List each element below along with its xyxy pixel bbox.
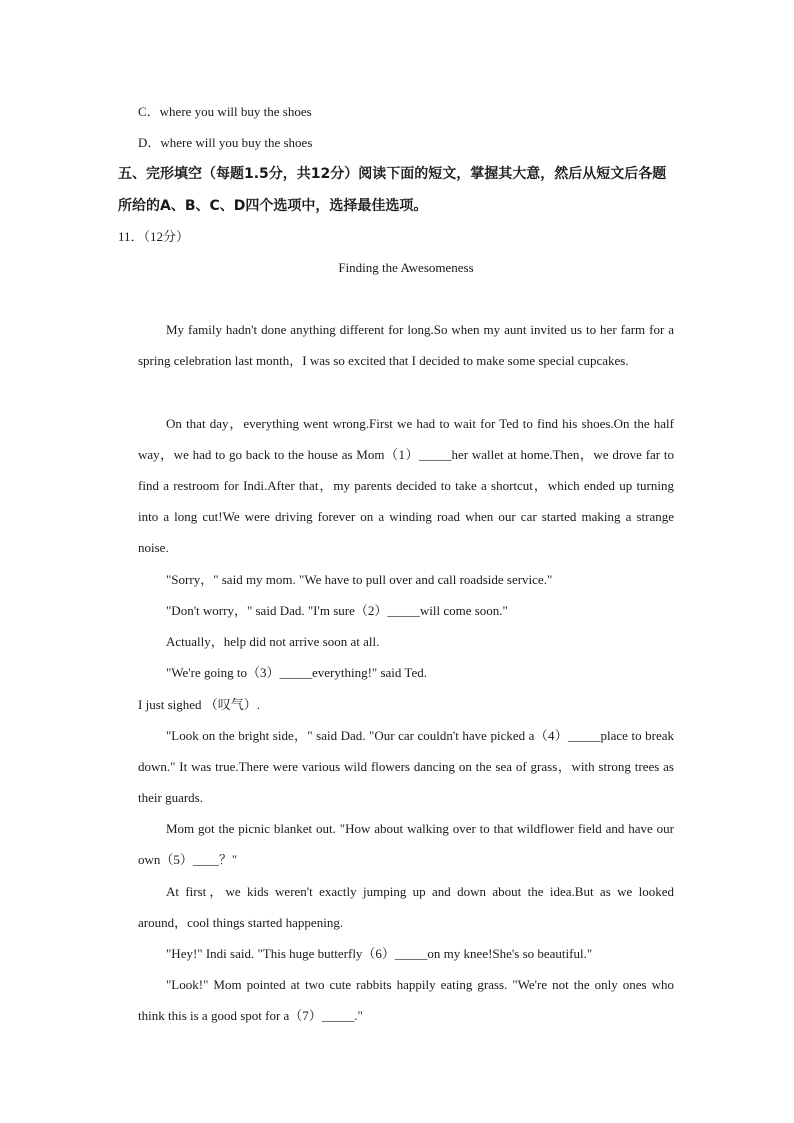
option-d: D．where will you buy the shoes xyxy=(138,135,313,150)
section-heading-line1: 五、完形填空（每题1.5分，共12分）阅读下面的短文，掌握其大意，然后从短文后各题 xyxy=(118,166,667,182)
passage-paragraph-11: "Hey!" Indi said. "This huge butterfly（6）_____on my knee!She's so beautiful." xyxy=(166,946,593,961)
passage-paragraph-12: "Look!" Mom pointed at two cute rabbits happily eating grass. "We're not the only ones who think this is a good spot for a（7）_____." xyxy=(138,977,674,1023)
passage-paragraph-9: Mom got the picnic blanket out. "How about walking over to that wildflower field and have our own（5）____？" xyxy=(138,821,674,867)
section-heading-line2: 所给的A、B、C、D四个选项中，选择最佳选项。 xyxy=(118,198,428,214)
passage-paragraph-6: "We're going to（3）_____everything!" said Ted. xyxy=(166,665,427,680)
question-number: 11．（12分） xyxy=(118,229,190,244)
passage-paragraph-2: On that day，everything went wrong.First we had to wait for Ted to find his shoes.On the half way，we had to go back to the house as Mom（1）_____her wallet at home.Then，we drove far to find a restroom for Indi.After that，my parents decided to take a shortcut，which ended up turning into a long cut!We were driving forever on a winding road when our car started making a strange noise. xyxy=(138,416,674,555)
passage-title: Finding the Awesomeness xyxy=(338,260,474,275)
passage-paragraph-3: "Sorry，" said my mom. "We have to pull over and call roadside service." xyxy=(166,572,553,587)
passage-paragraph-10: At first，we kids weren't exactly jumping up and down about the idea.But as we looked around，cool things started happening. xyxy=(138,884,674,930)
passage-paragraph-1: My family hadn't done anything different for long.So when my aunt invited us to her farm for a spring celebration last month，I was so excited that I decided to make some special cupcakes. xyxy=(138,322,674,368)
option-c: C．where you will buy the shoes xyxy=(138,104,312,119)
passage-paragraph-7: I just sighed （叹气）. xyxy=(138,697,261,712)
passage-paragraph-8: "Look on the bright side，" said Dad. "Our car couldn't have picked a（4）_____place to break down." It was true.There were various wild flowers dancing on the sea of grass，with strong trees as their guards. xyxy=(138,728,674,805)
passage-paragraph-4: "Don't worry，" said Dad. "I'm sure（2）_____will come soon." xyxy=(166,603,508,618)
passage-paragraph-5: Actually，help did not arrive soon at all. xyxy=(166,634,380,649)
